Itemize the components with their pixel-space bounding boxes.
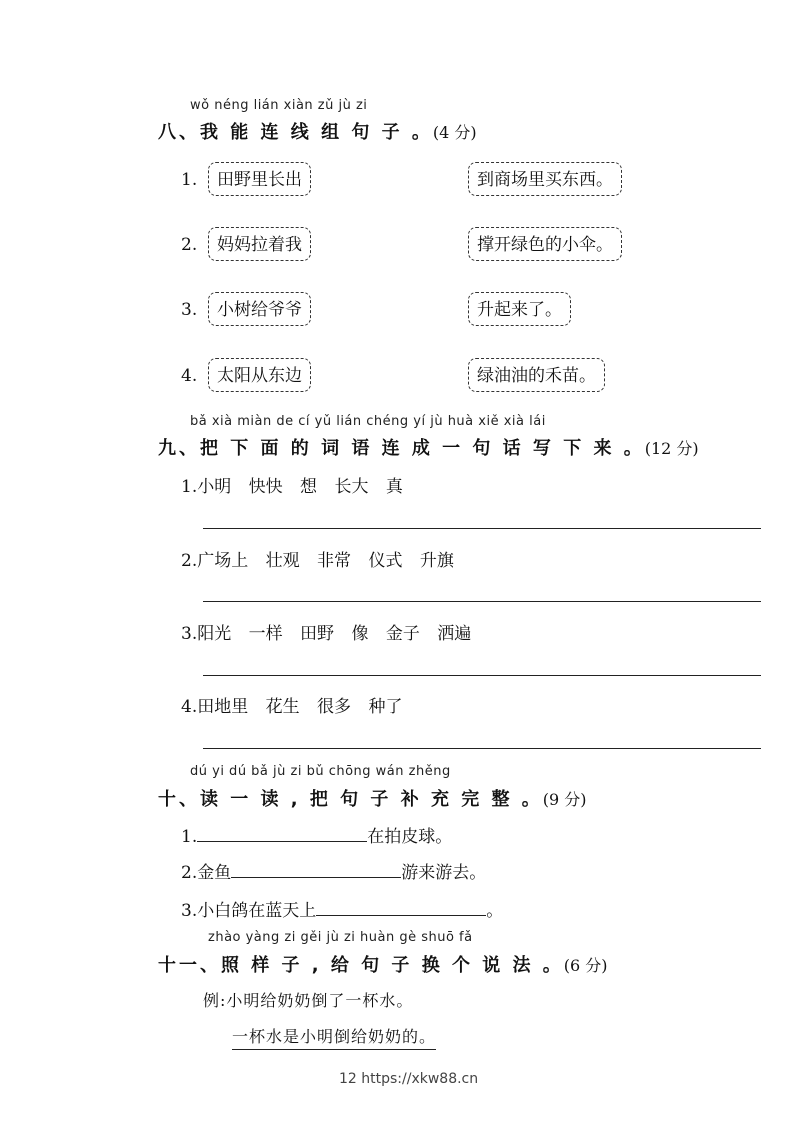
section-8-pinyin: wǒ néng lián xiàn zǔ jù zi	[190, 98, 368, 113]
match-left-1-card[interactable]: 田野里长出	[208, 162, 311, 196]
match-left-2-num: 2.	[181, 235, 198, 255]
match-right-2-card[interactable]: 撑开绿色的小伞。	[468, 227, 622, 261]
section-11-heading	[158, 951, 608, 977]
sentence-4-text: 田地里 花生 很多 种了	[197, 697, 403, 717]
match-right-3-card[interactable]: 升起来了。	[468, 292, 571, 326]
fill-1-blank[interactable]	[197, 823, 367, 842]
sentence-3-answer-line[interactable]	[203, 675, 761, 676]
fill-2-blank[interactable]	[231, 859, 401, 878]
match-left-4-num: 4.	[181, 366, 198, 386]
sentence-2-num: 2.	[181, 551, 198, 571]
match-left-4-card[interactable]: 太阳从东边	[208, 358, 311, 392]
section-9-heading	[158, 434, 699, 460]
section-9-title: 九、把 下 面 的 词 语 连 成 一 句 话 写 下 来 。	[158, 438, 645, 459]
section-11-title: 十一、照 样 子 , 给 句 子 换 个 说 法 。	[158, 955, 564, 976]
sentence-3-text: 阳光 一样 田野 像 金子 洒遍	[197, 624, 472, 644]
sentence-4-answer-line[interactable]	[203, 748, 761, 749]
sentence-1-words	[181, 472, 403, 497]
fill-3-num: 3.	[181, 901, 198, 921]
sentence-4-words	[181, 692, 402, 717]
section-8-heading	[158, 118, 477, 144]
sentence-2-text: 广场上 壮观 非常 仪式 升旗	[197, 551, 454, 571]
example-answer: 一杯水是小明倒给奶奶的。	[232, 1024, 436, 1050]
section-10-title: 十、读 一 读 , 把 句 子 补 充 完 整 。	[158, 789, 543, 810]
fill-2-after: 游来游去。	[401, 863, 487, 883]
section-9-score: (12 分)	[644, 439, 699, 458]
section-10-pinyin: dú yi dú bǎ jù zi bǔ chōng wán zhěng	[190, 764, 451, 779]
match-left-1-num: 1.	[181, 170, 198, 190]
sentence-3-words	[181, 619, 471, 644]
section-10-score: (9 分)	[542, 790, 587, 809]
match-right-1-card[interactable]: 到商场里买东西。	[468, 162, 622, 196]
example-sentence: 例:小明给奶奶倒了一杯水。	[203, 991, 414, 1010]
fill-1-num: 1.	[181, 827, 198, 847]
page-footer: 12 https://xkw88.cn	[339, 1071, 479, 1087]
fill-1	[181, 822, 452, 847]
fill-3-after: 。	[486, 901, 504, 921]
sentence-2-words	[181, 546, 454, 571]
sentence-4-num: 4.	[181, 697, 198, 717]
section-10-heading	[158, 785, 587, 811]
sentence-1-answer-line[interactable]	[203, 528, 761, 529]
section-8-score: (4 分)	[432, 123, 477, 142]
fill-2	[181, 858, 486, 883]
sentence-1-text: 小明 快快 想 长大 真	[197, 477, 403, 497]
section-9-pinyin: bǎ xià miàn de cí yǔ lián chéng yí jù huà xiě xià lái	[190, 414, 546, 429]
section-11-score: (6 分)	[563, 956, 608, 975]
section-8-title: 八、我 能 连 线 组 句 子 。	[158, 122, 433, 143]
fill-2-num: 2.	[181, 863, 198, 883]
fill-3-before: 小白鸽在蓝天上	[197, 901, 317, 921]
match-right-4-card[interactable]: 绿油油的禾苗。	[468, 358, 605, 392]
fill-3	[181, 896, 503, 921]
section-11-pinyin: zhào yàng zi gěi jù zi huàn gè shuō fǎ	[208, 930, 473, 945]
sentence-3-num: 3.	[181, 624, 198, 644]
sentence-2-answer-line[interactable]	[203, 601, 761, 602]
fill-1-after: 在拍皮球。	[367, 827, 453, 847]
match-left-2-card[interactable]: 妈妈拉着我	[208, 227, 311, 261]
fill-3-blank[interactable]	[316, 897, 486, 916]
fill-2-before: 金鱼	[197, 863, 232, 883]
match-left-3-card[interactable]: 小树给爷爷	[208, 292, 311, 326]
sentence-1-num: 1.	[181, 477, 198, 497]
match-left-3-num: 3.	[181, 300, 198, 320]
